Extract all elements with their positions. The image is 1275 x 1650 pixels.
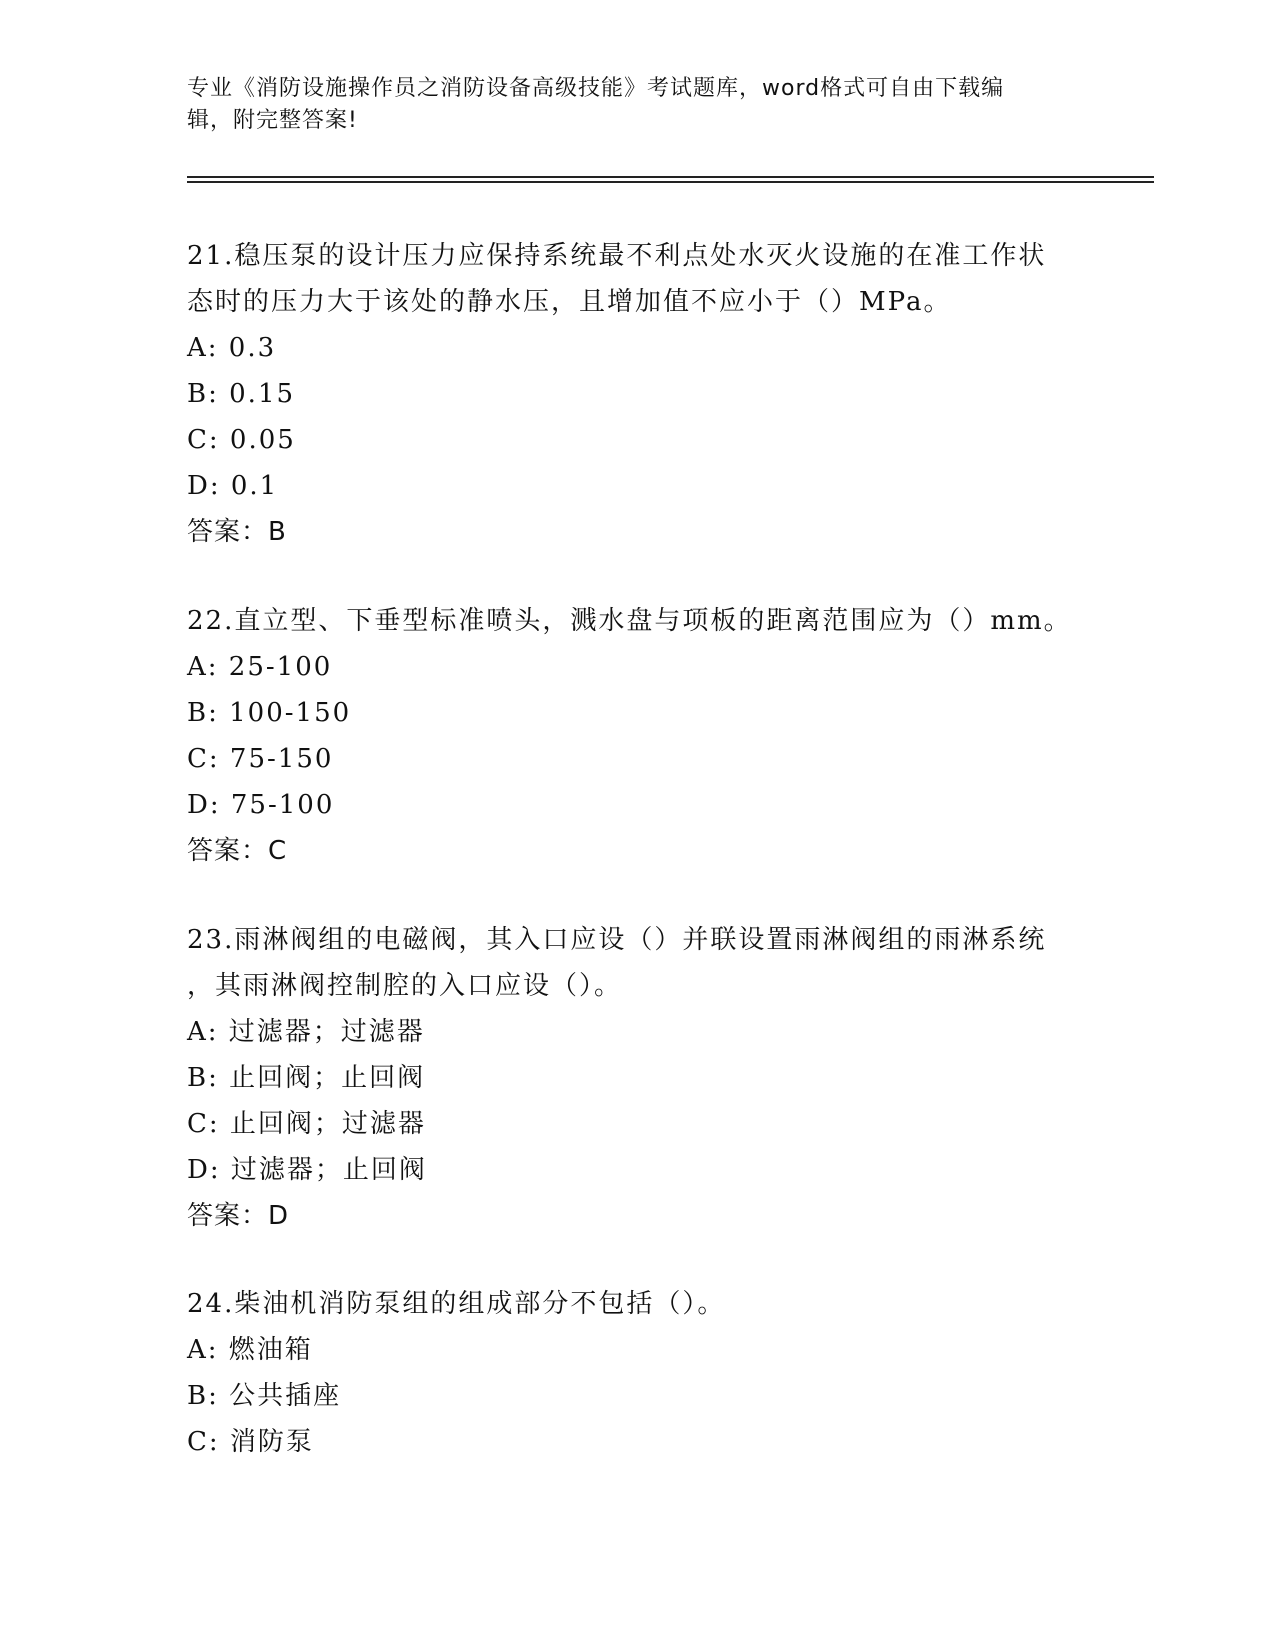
option-d: D: 75-100 — [187, 790, 335, 820]
option-a: A: 过滤器；过滤器 — [187, 1017, 425, 1047]
option-b: B: 0.15 — [187, 379, 296, 409]
header-rule-bottom — [187, 181, 1154, 183]
option-a: A: 25-100 — [187, 652, 333, 682]
option-c: C: 止回阀；过滤器 — [187, 1109, 426, 1139]
question-stem: 24.柴油机消防泵组的组成部分不包括（）。 — [187, 1289, 726, 1319]
question-stem: 22.直立型、下垂型标准喷头，溅水盘与项板的距离范围应为（）mm。 — [187, 606, 1072, 636]
header-rule-top — [187, 176, 1154, 178]
header-note: 专业《消防设施操作员之消防设备高级技能》考试题库，word格式可自由下载编 辑，附完整答案! — [187, 76, 1005, 133]
option-b: B: 公共插座 — [187, 1381, 342, 1411]
option-c: C: 消防泵 — [187, 1427, 314, 1457]
answer-line: 答案：D — [187, 1201, 290, 1231]
question-22 — [187, 598, 1087, 874]
option-b: B: 止回阀；止回阀 — [187, 1063, 426, 1093]
question-23 — [187, 917, 1087, 1239]
option-c: C: 75-150 — [187, 744, 334, 774]
option-d: D: 0.1 — [187, 471, 279, 501]
question-stem: 21.稳压泵的设计压力应保持系统最不利点处水灭火设施的在准工作状 态时的压力大于该处的静水压，且增加值不应小于（）MPa。 — [187, 241, 1047, 317]
option-a: A: 0.3 — [187, 333, 277, 363]
option-a: A: 燃油箱 — [187, 1335, 313, 1365]
option-b: B: 100-150 — [187, 698, 352, 728]
question-24 — [187, 1281, 1087, 1465]
question-21 — [187, 233, 1087, 555]
answer-line: 答案：B — [187, 517, 287, 547]
answer-line: 答案：C — [187, 836, 288, 866]
option-d: D: 过滤器；止回阀 — [187, 1155, 427, 1185]
question-stem: 23.雨淋阀组的电磁阀，其入口应设（）并联设置雨淋阀组的雨淋系统 ，其雨淋阀控制腔的入口应设（）。 — [187, 925, 1047, 1001]
option-c: C: 0.05 — [187, 425, 296, 455]
